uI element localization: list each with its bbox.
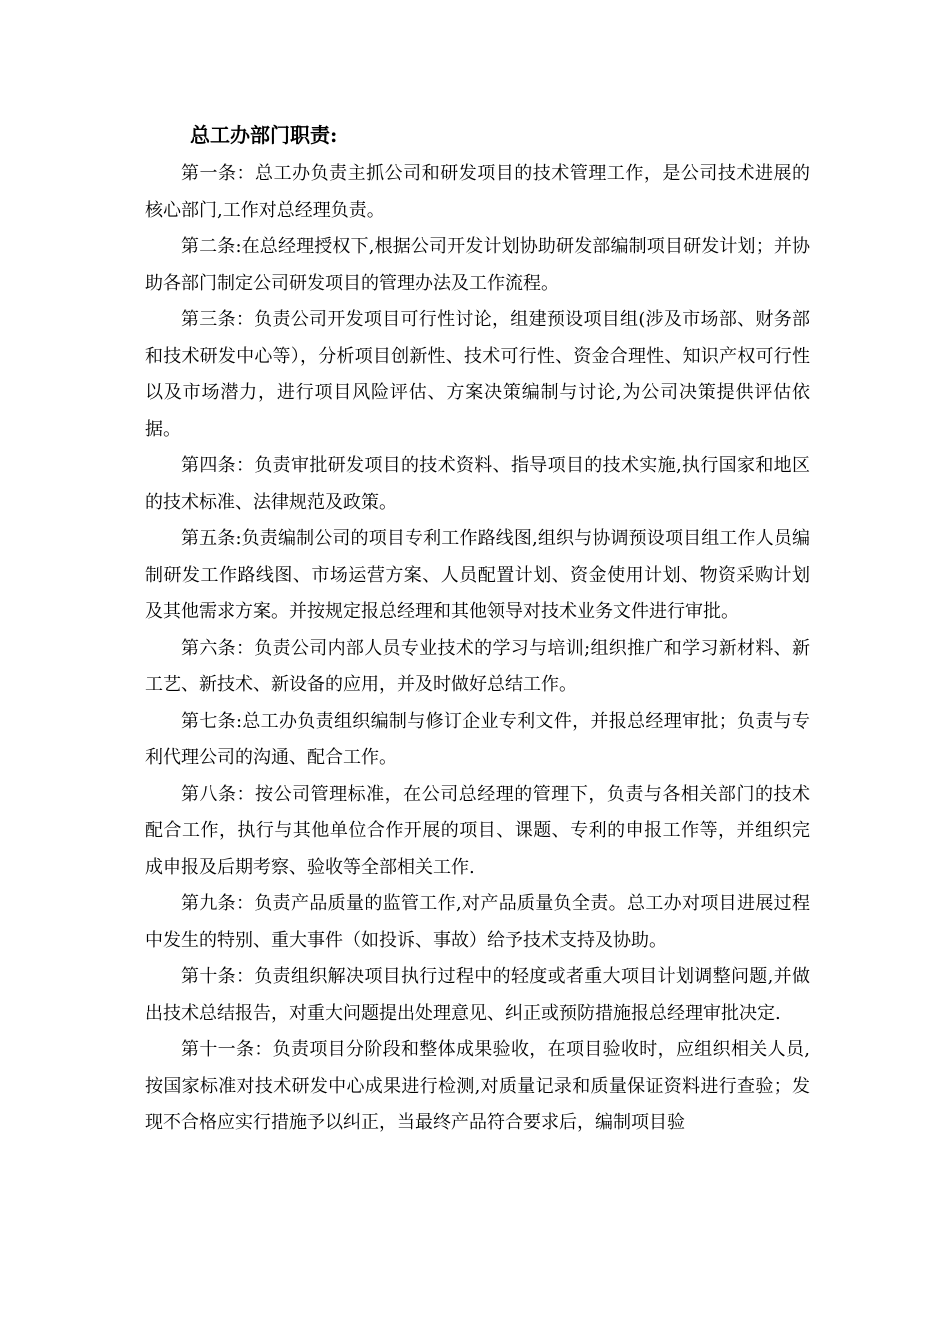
paragraph-article-6: 第六条：负责公司内部人员专业技术的学习与培训;组织推广和学习新材料、新工艺、新技术、新设备的应用，并及时做好总结工作。 — [145, 637, 810, 695]
paragraph-article-5: 第五条:负责编制公司的项目专利工作路线图,组织与协调预设项目组工作人员编制研发工作路线图、市场运营方案、人员配置计划、资金使用计划、物资采购计划及其他需求方案。并按规定报总经理和其他领导对技术业务文件进行审批。 — [145, 528, 810, 622]
paragraph-article-9: 第九条：负责产品质量的监管工作,对产品质量负全责。总工办对项目进展过程中发生的特别、重大事件（如投诉、事故）给予技术支持及协助。 — [145, 893, 810, 951]
paragraph-article-11: 第十一条：负责项目分阶段和整体成果验收，在项目验收时，应组织相关人员,按国家标准对技术研发中心成果进行检测,对质量记录和质量保证资料进行查验；发现不合格应实行措施予以纠正，当最终产品符合要求后，编制项目验 — [145, 1039, 810, 1133]
paragraph-article-1: 第一条：总工办负责主抓公司和研发项目的技术管理工作，是公司技术进展的核心部门,工作对总经理负责。 — [145, 163, 810, 221]
paragraph-article-4: 第四条：负责审批研发项目的技术资料、指导项目的技术实施,执行国家和地区的技术标准、法律规范及政策。 — [145, 455, 810, 513]
paragraph-article-3: 第三条：负责公司开发项目可行性讨论，组建预设项目组(涉及市场部、财务部和技术研发中心等），分析项目创新性、技术可行性、资金合理性、知识产权可行性以及市场潜力，进行项目风险评估、方案决策编制与讨论,为公司决策提供评估依据。 — [145, 309, 810, 440]
paragraph-article-2: 第二条:在总经理授权下,根据公司开发计划协助研发部编制项目研发计划；并协助各部门制定公司研发项目的管理办法及工作流程。 — [145, 236, 810, 294]
document-body — [145, 156, 810, 1142]
paragraph-article-10: 第十条：负责组织解决项目执行过程中的轻度或者重大项目计划调整问题,并做出技术总结报告，对重大问题提出处理意见、纠正或预防措施报总经理审批决定. — [145, 966, 810, 1024]
paragraph-article-7: 第七条:总工办负责组织编制与修订企业专利文件，并报总经理审批；负责与专利代理公司的沟通、配合工作。 — [145, 710, 810, 768]
document-title: 总工办部门职责: — [190, 123, 338, 147]
paragraph-article-8: 第八条：按公司管理标准，在公司总经理的管理下，负责与各相关部门的技术配合工作，执行与其他单位合作开展的项目、课题、专利的申报工作等，并组织完成申报及后期考察、验收等全部相关工作. — [145, 783, 810, 878]
